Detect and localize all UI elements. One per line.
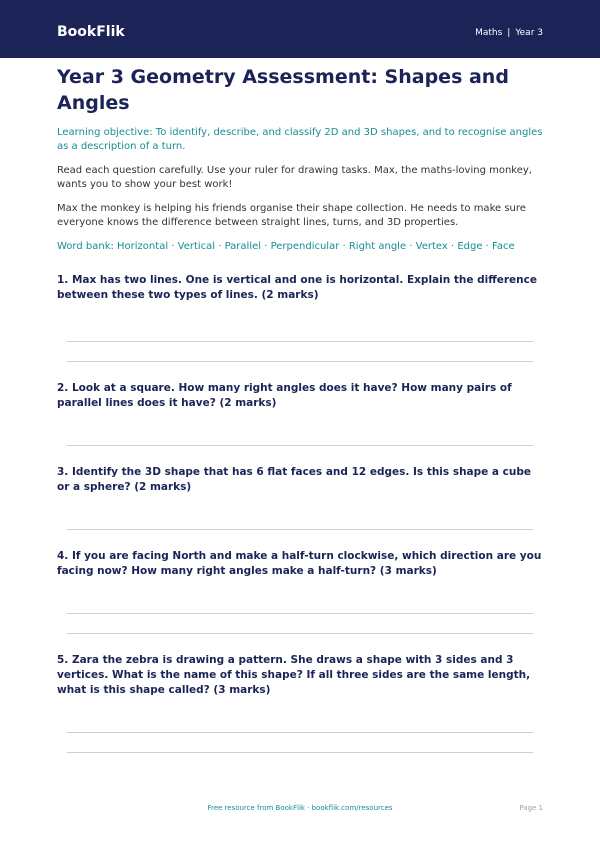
learning-objective: Learning objective: To identify, describe, and classify 2D and 3D shapes, and to recognise angles as a description of a turn. <box>57 127 543 152</box>
answer-line[interactable] <box>67 361 533 362</box>
answer-line[interactable] <box>67 633 533 634</box>
answer-line[interactable] <box>67 445 533 446</box>
answer-lines <box>57 613 543 634</box>
question-1: 1. Max has two lines. One is vertical and one is horizontal. Explain the difference between these two types of lines. (2 marks) <box>57 274 537 301</box>
page-number: Page 1 <box>519 804 543 812</box>
question-3: 3. Identify the 3D shape that has 6 flat faces and 12 edges. Is this shape a cube or a sphere? (2 marks) <box>57 466 531 493</box>
header-separator: | <box>507 28 511 38</box>
answer-lines <box>57 445 543 446</box>
question-2: 2. Look at a square. How many right angles does it have? How many pairs of parallel lines does it have? (2 marks) <box>57 382 512 409</box>
answer-lines <box>57 732 543 753</box>
word-bank: Word bank: Horizontal · Vertical · Parallel · Perpendicular · Right angle · Vertex · Edge · Face <box>57 241 515 252</box>
brand-logo: BookFlik <box>57 24 125 40</box>
page-header <box>0 0 600 58</box>
header-meta <box>475 27 543 39</box>
question-4: 4. If you are facing North and make a half-turn clockwise, which direction are you facing now? How many right angles make a half-turn? (3 marks) <box>57 550 542 577</box>
answer-line[interactable] <box>67 613 533 614</box>
worksheet-content <box>57 64 543 753</box>
answer-lines <box>57 341 543 362</box>
page-title: Year 3 Geometry Assessment: Shapes and Angles <box>57 66 509 114</box>
subject-label: Maths <box>475 28 503 38</box>
answer-line[interactable] <box>67 752 533 753</box>
answer-line[interactable] <box>67 529 533 530</box>
answer-lines <box>57 529 543 530</box>
answer-line[interactable] <box>67 732 533 733</box>
year-label: Year 3 <box>515 28 543 38</box>
footer-credit[interactable]: Free resource from BookFlik · bookflik.com/resources <box>207 804 393 812</box>
question-5: 5. Zara the zebra is drawing a pattern. She draws a shape with 3 sides and 3 vertices. What is the name of this shape? If all three sides are the same length, what is this shape called? (3 marks) <box>57 654 531 696</box>
answer-line[interactable] <box>67 341 533 342</box>
intro-paragraph: Max the monkey is helping his friends organise their shape collection. He needs to make sure everyone knows the difference between straight lines, turns, and 3D properties. <box>57 203 526 228</box>
intro-paragraph: Read each question carefully. Use your ruler for drawing tasks. Max, the maths-loving monkey, wants you to show your best work! <box>57 165 532 190</box>
